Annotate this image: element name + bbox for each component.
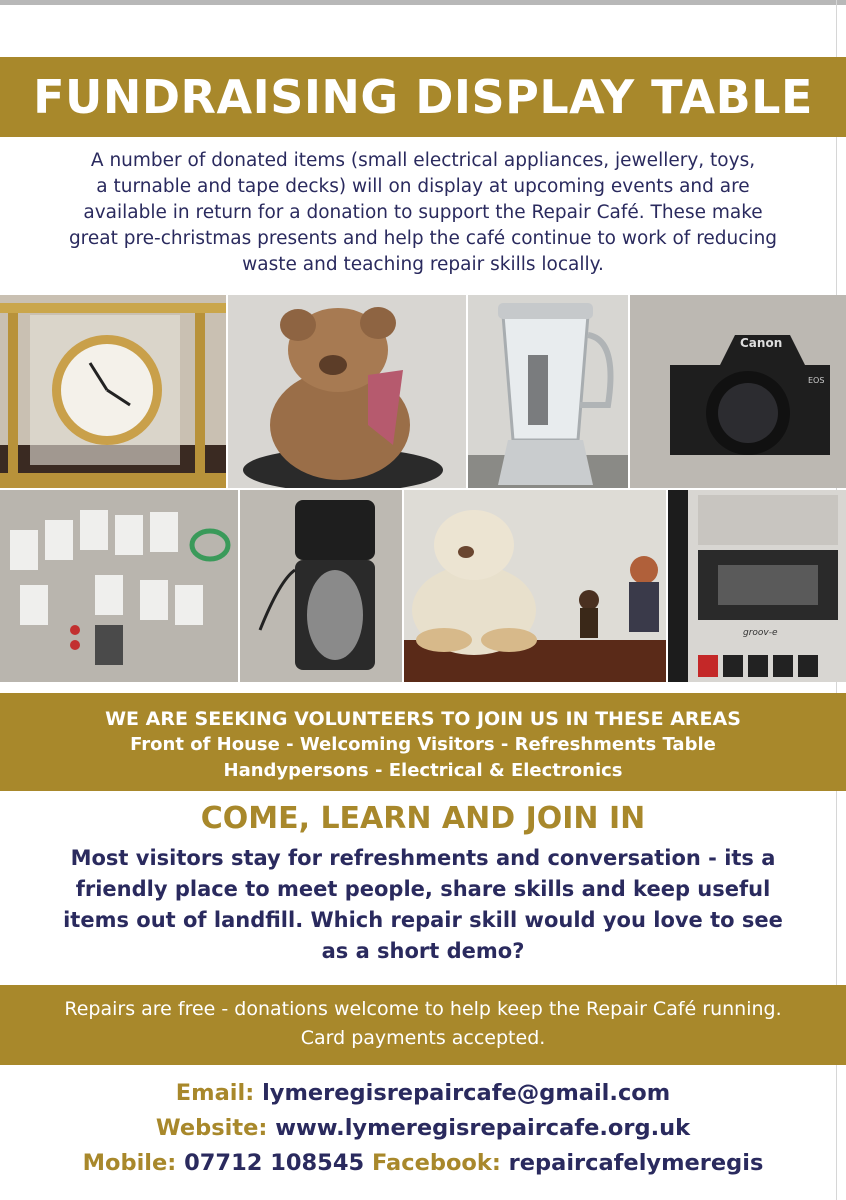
come-line: items out of landfill. Which repair skill would you love to see — [63, 908, 783, 932]
website-label: Website: — [155, 1115, 268, 1141]
come-line: friendly place to meet people, share skills and keep useful — [75, 877, 771, 901]
camera-model-text: EOS — [808, 376, 825, 385]
come-learn-paragraph — [60, 843, 786, 967]
website-link[interactable]: www.lymeregisrepaircafe.org.uk — [275, 1115, 691, 1141]
repairs-band — [0, 985, 846, 1065]
photo-jewellery — [0, 490, 238, 682]
come-line: as a short demo? — [321, 939, 525, 963]
photo-white-teddy — [404, 490, 666, 682]
page-title: FUNDRAISING DISPLAY TABLE — [33, 70, 813, 124]
volunteer-heading: WE ARE SEEKING VOLUNTEERS TO JOIN US IN THESE AREAS — [105, 708, 741, 730]
photo-blender — [468, 295, 628, 488]
tape-brand-text: groov-e — [743, 628, 778, 638]
photo-clock — [0, 295, 226, 488]
come-line: Most visitors stay for refreshments and conversation - its a — [70, 846, 776, 870]
volunteer-line: Front of House - Welcoming Visitors - Refreshments Table — [130, 734, 716, 755]
photo-teddy-bear — [228, 295, 466, 488]
photo-tape-deck — [668, 490, 846, 682]
facebook-handle[interactable]: repaircafelymeregis — [508, 1150, 764, 1176]
intro-line: available in return for a donation to support the Repair Café. These make — [83, 202, 763, 223]
top-rule — [0, 0, 846, 5]
photo-toaster — [240, 490, 402, 682]
intro-paragraph — [50, 148, 796, 278]
repairs-line: Card payments accepted. — [300, 1027, 546, 1049]
facebook-label: Facebook: — [372, 1150, 501, 1176]
volunteer-band — [0, 693, 846, 791]
repairs-line: Repairs are free - donations welcome to help keep the Repair Café running. — [64, 998, 782, 1020]
intro-line: A number of donated items (small electrical appliances, jewellery, toys, — [90, 150, 756, 171]
email-address[interactable]: lymeregisrepaircafe@gmail.com — [262, 1080, 671, 1106]
camera-brand-text: Canon — [740, 336, 783, 350]
mobile-number[interactable]: 07712 108545 — [184, 1150, 365, 1176]
intro-line: a turnable and tape decks) will on display at upcoming events and are — [96, 176, 750, 197]
intro-line: waste and teaching repair skills locally. — [242, 254, 604, 275]
volunteer-line: Handypersons - Electrical & Electronics — [223, 760, 623, 781]
contact-website-row — [0, 1115, 846, 1141]
come-learn-heading: COME, LEARN AND JOIN IN — [200, 801, 646, 836]
intro-line: great pre-christmas presents and help the café continue to work of reducing — [68, 228, 778, 249]
contact-mobile-row — [0, 1150, 846, 1176]
mobile-label: Mobile: — [82, 1150, 177, 1176]
title-band — [0, 57, 846, 137]
email-label: Email: — [175, 1080, 255, 1106]
contact-email-row — [0, 1080, 846, 1106]
photo-camera — [630, 295, 846, 488]
